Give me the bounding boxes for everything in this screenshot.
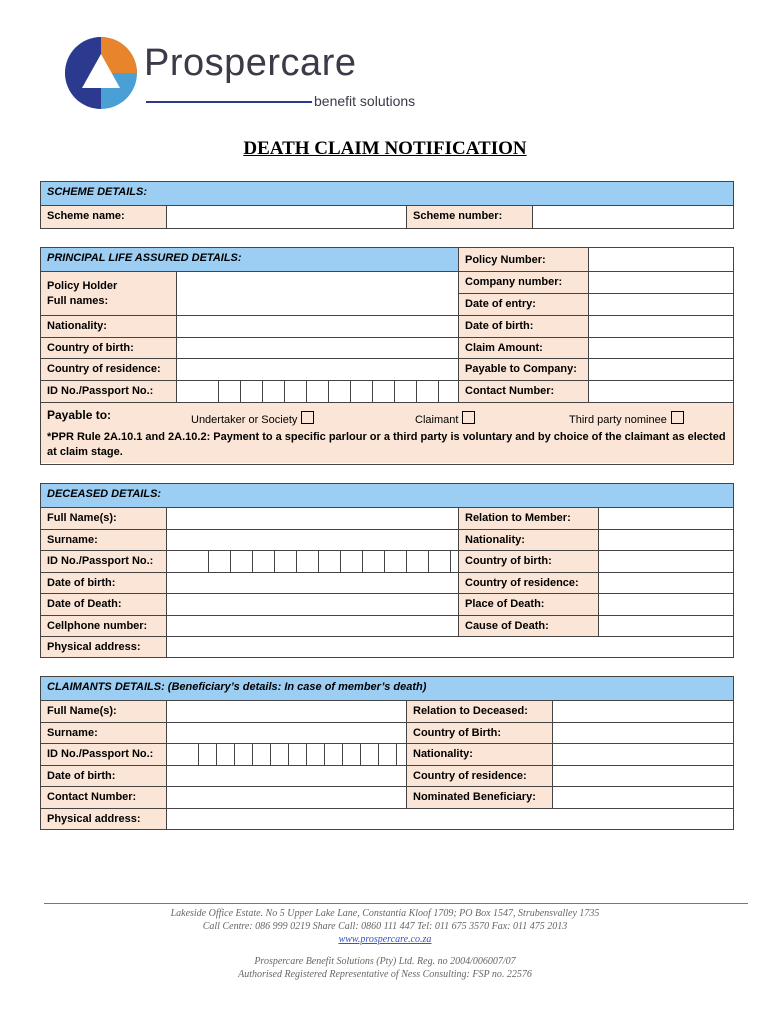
id-digit-box[interactable] [253, 551, 275, 572]
logo-name: Prospercare [144, 42, 357, 84]
scheme-name-field[interactable] [167, 206, 407, 228]
policy-holder-row [41, 272, 459, 316]
date-entry-field[interactable] [589, 294, 733, 315]
deceased-country-birth-label: Country of birth: [459, 551, 599, 572]
id-digit-box[interactable] [199, 744, 217, 765]
id-digit-box[interactable] [363, 551, 385, 572]
id-digit-box[interactable] [271, 744, 289, 765]
policy-number-field[interactable] [589, 248, 733, 271]
option-third-party[interactable]: Third party nominee [569, 411, 684, 426]
claimant-country-residence-field[interactable] [553, 766, 733, 786]
company-logo [64, 36, 444, 116]
deceased-full-name-field[interactable] [167, 508, 459, 529]
id-digit-box[interactable] [253, 744, 271, 765]
date-entry-row [459, 294, 733, 316]
claimant-id-field[interactable] [167, 744, 407, 765]
deceased-details-section [40, 483, 734, 658]
footer-website[interactable] [0, 933, 770, 946]
section-header: PRINCIPAL LIFE ASSURED DETAILS: [41, 248, 459, 272]
nationality-label: Nationality: [41, 316, 177, 337]
deceased-physical-address-label: Physical address: [41, 637, 167, 657]
deceased-surname-field[interactable] [167, 530, 459, 550]
payable-to-label: Payable to: [47, 408, 112, 422]
id-digit-box[interactable] [187, 551, 209, 572]
deceased-dob-label: Date of birth: [41, 573, 167, 593]
company-number-row [459, 272, 733, 294]
id-digit-box[interactable] [285, 381, 307, 402]
deceased-country-residence-field[interactable] [599, 573, 733, 593]
claim-amount-field[interactable] [589, 338, 733, 358]
id-digit-box[interactable] [343, 744, 361, 765]
deceased-row [41, 508, 733, 530]
nominated-beneficiary-label: Nominated Beneficiary: [407, 787, 553, 808]
country-residence-label: Country of residence: [41, 359, 177, 380]
relation-member-label: Relation to Member: [459, 508, 599, 529]
deceased-nationality-field[interactable] [599, 530, 733, 550]
date-birth-label: Date of birth: [459, 316, 589, 337]
id-digit-box[interactable] [395, 381, 417, 402]
section-header: SCHEME DETAILS: [41, 182, 733, 206]
deceased-country-birth-field[interactable] [599, 551, 733, 572]
scheme-details-section [40, 181, 734, 229]
claimant-full-name-label: Full Name(s): [41, 701, 167, 722]
date-birth-field[interactable] [589, 316, 733, 337]
id-digit-box[interactable] [231, 551, 253, 572]
deceased-row [41, 530, 733, 551]
id-digit-box[interactable] [417, 381, 439, 402]
payable-company-field[interactable] [589, 359, 733, 380]
policy-number-row [459, 248, 733, 272]
relation-deceased-field[interactable] [553, 701, 733, 722]
deceased-row [41, 594, 733, 616]
claimant-country-birth-field[interactable] [553, 723, 733, 743]
claimant-full-name-field[interactable] [167, 701, 407, 722]
deceased-id-field[interactable] [167, 551, 459, 572]
payable-company-label: Payable to Company: [459, 359, 589, 380]
place-death-label: Place of Death: [459, 594, 599, 615]
claimant-physical-address-label: Physical address: [41, 809, 167, 829]
id-digit-box[interactable] [379, 744, 397, 765]
claimants-details-section [40, 676, 734, 830]
id-digit-box[interactable] [181, 744, 199, 765]
option-undertaker[interactable]: Undertaker or Society [191, 411, 314, 426]
date-death-field[interactable] [167, 594, 459, 615]
policy-number-label: Policy Number: [459, 248, 589, 271]
footer-registration: Prospercare Benefit Solutions (Pty) Ltd. Reg. no 2004/006007/07 [254, 956, 516, 967]
date-death-label: Date of Death: [41, 594, 167, 615]
ppr-rule-note: *PPR Rule 2A.10.1 and 2A.10.2: Payment to a specific parlour or a third party is voluntary and by choice of the claimant as elected at claim stage. [47, 431, 726, 458]
id-digit-box[interactable] [341, 551, 363, 572]
deceased-nationality-label: Nationality: [459, 530, 599, 550]
claimant-row [41, 787, 733, 809]
date-birth-row [459, 316, 733, 338]
logo-subtitle: benefit solutions [314, 93, 416, 109]
claimant-contact-field[interactable] [167, 787, 407, 808]
claimant-physical-address-field[interactable] [167, 809, 733, 829]
id-digit-box[interactable] [289, 744, 307, 765]
policy-holder-field[interactable] [177, 272, 459, 315]
claimant-dob-field[interactable] [167, 766, 407, 786]
country-birth-row [41, 338, 459, 359]
claimant-country-birth-label: Country of Birth: [407, 723, 553, 743]
cause-death-field[interactable] [599, 616, 733, 636]
relation-deceased-label: Relation to Deceased: [407, 701, 553, 722]
footer-fsp: Authorised Registered Representative of Ness Consulting: FSP no. 22576 [238, 969, 532, 980]
country-birth-field[interactable] [177, 338, 459, 358]
claimant-row [41, 766, 733, 787]
logo-mark-icon [64, 36, 138, 110]
company-number-field[interactable] [589, 272, 733, 293]
deceased-dob-field[interactable] [167, 573, 459, 593]
deceased-id-label: ID No./Passport No.: [41, 551, 167, 572]
id-digit-box[interactable] [209, 551, 231, 572]
nationality-field[interactable] [177, 316, 459, 337]
scheme-number-field[interactable] [533, 206, 733, 228]
claimant-surname-field[interactable] [167, 723, 407, 743]
id-label: ID No./Passport No.: [41, 381, 177, 402]
website-link[interactable]: www.prospercare.co.za [338, 934, 432, 945]
id-digit-box[interactable] [385, 551, 407, 572]
scheme-row [41, 206, 733, 228]
claim-amount-row [459, 338, 733, 359]
id-digit-box[interactable] [275, 551, 297, 572]
deceased-row [41, 551, 733, 573]
deceased-full-name-label: Full Name(s): [41, 508, 167, 529]
claimant-country-residence-label: Country of residence: [407, 766, 553, 786]
id-digit-box[interactable] [351, 381, 373, 402]
cause-death-label: Cause of Death: [459, 616, 599, 636]
deceased-row [41, 616, 733, 637]
footer-divider [44, 903, 748, 904]
relation-member-field[interactable] [599, 508, 733, 529]
contact-number-label: Contact Number: [459, 381, 589, 402]
page-title: DEATH CLAIM NOTIFICATION [243, 138, 527, 159]
claimant-dob-label: Date of birth: [41, 766, 167, 786]
id-digit-box[interactable] [329, 381, 351, 402]
id-digit-box[interactable] [307, 744, 325, 765]
country-residence-row [41, 359, 459, 381]
date-entry-label: Date of entry: [459, 294, 589, 315]
id-row [41, 381, 459, 403]
option-claimant[interactable]: Claimant [415, 411, 475, 426]
section-header: CLAIMANTS DETAILS: (Beneficiary’s details: In case of member’s death) [41, 677, 733, 701]
scheme-name-label: Scheme name: [41, 206, 167, 228]
deceased-surname-label: Surname: [41, 530, 167, 550]
cellphone-field[interactable] [167, 616, 459, 636]
payable-company-row [459, 359, 733, 381]
undertaker-checkbox[interactable] [301, 411, 314, 424]
claimant-surname-label: Surname: [41, 723, 167, 743]
policy-holder-label: Policy Holder Full names: [41, 272, 177, 315]
claim-amount-label: Claim Amount: [459, 338, 589, 358]
id-digit-box[interactable] [407, 551, 429, 572]
claimant-row [41, 809, 733, 829]
section-header: DECEASED DETAILS: [41, 484, 733, 508]
claimant-row [41, 701, 733, 723]
company-number-label: Company number: [459, 272, 589, 293]
id-digit-box[interactable] [307, 381, 329, 402]
payable-to-row [41, 403, 733, 463]
nominated-beneficiary-field[interactable] [553, 787, 733, 808]
country-birth-label: Country of birth: [41, 338, 177, 358]
country-residence-field[interactable] [177, 359, 459, 380]
id-digit-box[interactable] [297, 551, 319, 572]
claimant-id-label: ID No./Passport No.: [41, 744, 167, 765]
footer-address: Lakeside Office Estate. No 5 Upper Lake Lane, Constantia Kloof 1709; PO Box 1547, Strubensvalley 1735 [170, 908, 600, 919]
claimant-nationality-label: Nationality: [407, 744, 553, 765]
id-field[interactable] [177, 381, 459, 402]
claimant-contact-label: Contact Number: [41, 787, 167, 808]
deceased-physical-address-field[interactable] [167, 637, 733, 657]
id-digit-box[interactable] [219, 381, 241, 402]
id-digit-box[interactable] [429, 551, 451, 572]
third-party-checkbox[interactable] [671, 411, 684, 424]
claimant-nationality-field[interactable] [553, 744, 733, 765]
id-digit-box[interactable] [217, 744, 235, 765]
cellphone-label: Cellphone number: [41, 616, 167, 636]
claimant-row [41, 744, 733, 766]
id-digit-box[interactable] [241, 381, 263, 402]
principal-details-section [40, 247, 734, 465]
id-digit-box[interactable] [197, 381, 219, 402]
claimant-row [41, 723, 733, 744]
deceased-row [41, 637, 733, 657]
id-digit-box[interactable] [263, 381, 285, 402]
deceased-row [41, 573, 733, 594]
id-digit-box[interactable] [235, 744, 253, 765]
contact-number-field[interactable] [589, 381, 733, 402]
scheme-number-label: Scheme number: [407, 206, 533, 228]
id-digit-box[interactable] [325, 744, 343, 765]
place-death-field[interactable] [599, 594, 733, 615]
id-digit-box[interactable] [319, 551, 341, 572]
nationality-row [41, 316, 459, 338]
contact-number-row [459, 381, 733, 403]
deceased-country-residence-label: Country of residence: [459, 573, 599, 593]
id-digit-box[interactable] [373, 381, 395, 402]
id-digit-box[interactable] [361, 744, 379, 765]
claimant-checkbox[interactable] [462, 411, 475, 424]
footer-contacts: Call Centre: 086 999 0219 Share Call: 0860 111 447 Tel: 011 675 3570 Fax: 011 475 2013 [202, 921, 568, 932]
